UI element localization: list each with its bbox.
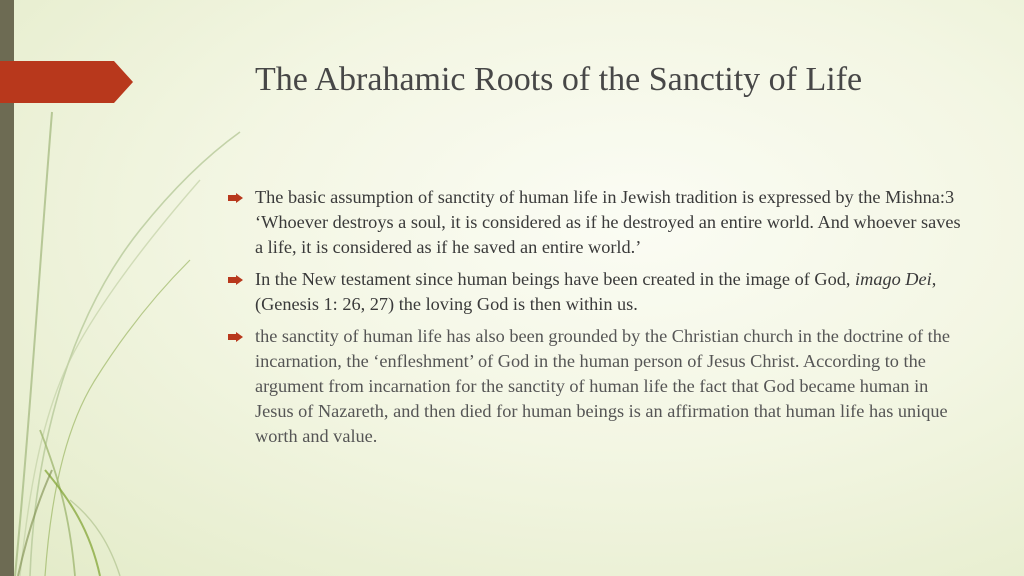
bullet-list bbox=[228, 185, 968, 456]
bullet-item bbox=[228, 267, 968, 317]
bullet-item bbox=[228, 324, 968, 449]
bullet-text: the sanctity of human life has also been grounded by the Christian church in the doctrine of the incarnation, the ‘enfleshment’ of God in the human person of Jesus Christ. According to the argument from incarnation for the sanctity of human life the fact that God became human in Jesus of Nazareth, and then died for human beings is an affirmation that human life has unique worth and value. bbox=[255, 326, 950, 446]
bullet-arrow-icon bbox=[228, 193, 243, 203]
bullet-arrow-icon bbox=[228, 332, 243, 342]
bullet-text: The basic assumption of sanctity of human life in Jewish tradition is expressed by the Mishna:3 ‘Whoever destroys a soul, it is considered as if he destroyed an entire world. And whoever saves a life, it is considered as if he saved an entire world.’ bbox=[255, 187, 961, 257]
bullet-arrow-icon bbox=[228, 275, 243, 285]
bullet-text-end: , (Genesis 1: 26, 27) the loving God is then within us. bbox=[255, 269, 937, 314]
bullet-text-start: In the New testament since human beings have been created in the image of God, bbox=[255, 269, 856, 289]
bullet-text-italic: imago Dei bbox=[855, 269, 932, 289]
slide-title: The Abrahamic Roots of the Sanctity of Life bbox=[255, 61, 863, 98]
title-accent-tab bbox=[0, 61, 133, 103]
bullet-text bbox=[255, 269, 936, 314]
bullet-item bbox=[228, 185, 968, 260]
